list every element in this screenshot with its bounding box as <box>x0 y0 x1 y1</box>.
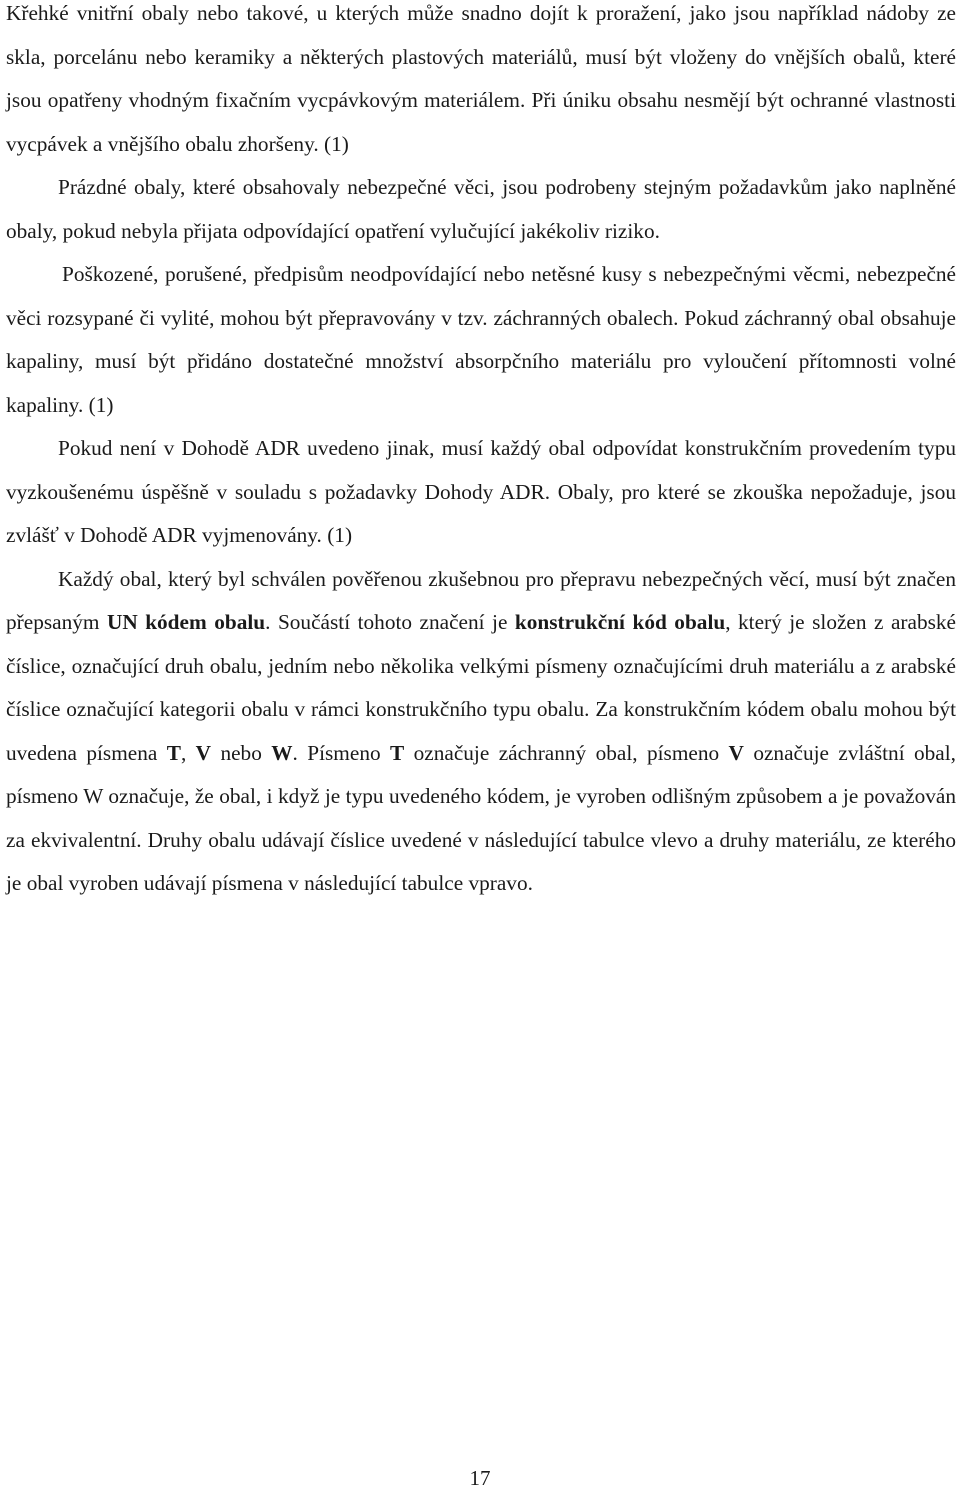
text-segment: , <box>180 740 196 765</box>
paragraph-fragile-packaging: Křehké vnitřní obaly nebo takové, u kterých může snadno dojít k proražení, jako jsou například nádoby ze skla, porcelánu nebo keramiky a některých plastových materiálů, musí být vloženy do vnějších obalů, které jsou opatřeny vhodným fixačním vycpávkovým materiálem. Při úniku obsahu nesmějí být ochranné vlastnosti vycpávek a vnějšího obalu zhoršeny. (1) <box>6 1 956 156</box>
document-page <box>6 0 956 906</box>
bold-letter-t: T <box>390 740 405 765</box>
text-segment: . Písmeno <box>292 740 391 765</box>
page-number: 17 <box>469 1466 491 1490</box>
text-segment: nebo <box>211 740 272 765</box>
text-segment: . Součástí tohoto značení je <box>265 610 515 634</box>
bold-term-un-code: UN kódem obalu <box>106 610 266 634</box>
paragraph-empty-packaging: Prázdné obaly, které obsahovaly nebezpečné věci, jsou podrobeny stejným požadavkům jako naplněné obaly, pokud nebyla přijata odpovídající opatření vylučující jakékoliv riziko. <box>6 175 956 243</box>
text-segment: , který je složen z arabské číslice, označující druh obalu, jedním nebo několika velkými písmeny označujícími druh materiálu a z arabské číslice označující kategorii obalu v rámci konstrukčního typu obalu. Za konstrukčním kódem obalu mohou být uvedena písmena <box>6 610 957 765</box>
text-segment: označuje zvláštní obal, písmeno W označuje, že obal, i když je typu uvedeného kódem, je vyroben odlišným způsobem a je považován za ekvivalentní. Druhy obalu udávají číslice uvedené v následující tabulce vlevo a druhy materiálu, ze kterého je obal vyroben udávají písmena v následující tabulce vpravo. <box>6 740 957 895</box>
paragraph-salvage-packaging: Poškozené, porušené, předpisům neodpovídající nebo netěsné kusy s nebezpečnými věcmi, nebezpečné věci rozsypané či vylité, mohou být přepravovány v tzv. záchranných obalech. Pokud záchranný obal obsahuje kapaliny, musí být přidáno dostatečné množství absorpčního materiálu pro vyloučení přítomnosti volné kapaliny. (1) <box>6 262 956 417</box>
bold-letter-t: T <box>166 740 181 765</box>
text-segment: Každý obal, který byl schválen pověřenou zkušebnou pro přepravu nebezpečných věcí, musí být značen přepsaným <box>6 566 956 634</box>
text-segment: označuje záchranný obal, písmeno <box>404 740 729 765</box>
bold-term-construction-code: konstrukční kód obalu <box>514 610 726 634</box>
paragraph-adr-conformity: Pokud není v Dohodě ADR uvedeno jinak, musí každý obal odpovídat konstrukčním provedením typu vyzkoušenému úspěšně v souladu s požadavky Dohody ADR. Obaly, pro které se zkouška nepožaduje, jsou zvlášť v Dohodě ADR vyjmenovány. (1) <box>6 436 956 547</box>
bold-letter-w: W <box>271 740 293 765</box>
bold-letter-v: V <box>728 740 744 765</box>
bold-letter-v: V <box>195 740 212 765</box>
paragraph-un-marking <box>6 558 956 906</box>
